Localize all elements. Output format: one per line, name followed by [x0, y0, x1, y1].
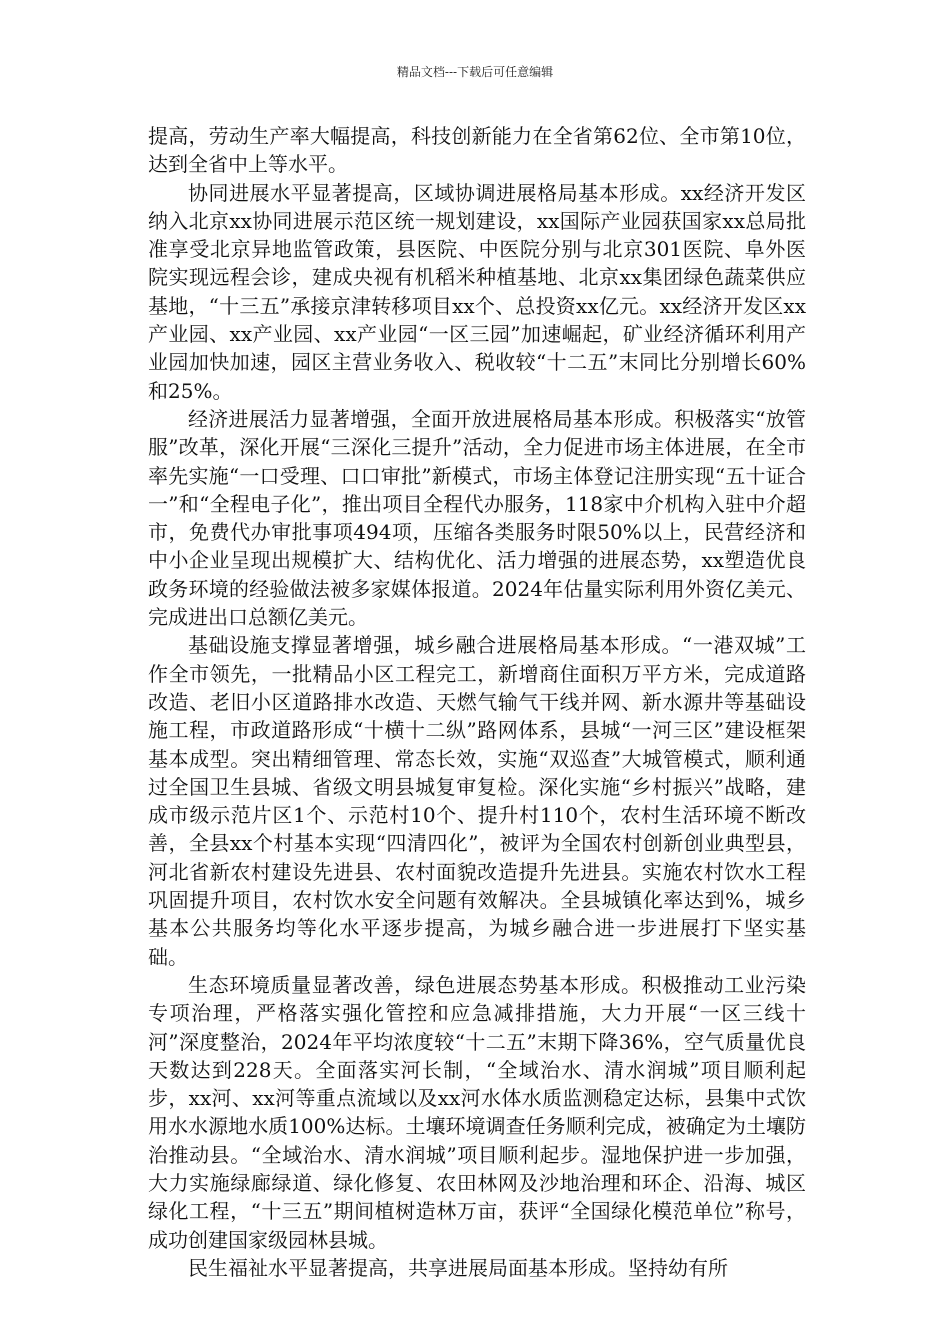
paragraph-2: 协同进展水平显著提高，区域协调进展格局基本形成。xx经济开发区纳入北京xx协同进展示范区统一规划建设，xx国际产业园获国家xx总局批准享受北京异地监管政策，县医院、中医院分别与北京301医院、阜外医院实现远程会诊，建成央视有机稻米种植基地、北京xx集团绿色蔬菜供应基地，“十三五”承接京津转移项目xx个、总投资xx亿元。xx经济开发区xx产业园、xx产业园、xx产业园“一区三园”加速崛起，矿业经济循环利用产业园加快加速，园区主营业务收入、税收较“十二五”末同比分别增长60%和25%。	[148, 180, 806, 403]
paragraph-3: 经济进展活力显著增强，全面开放进展格局基本形成。积极落实“放管服”改革，深化开展“三深化三提升”活动，全力促进市场主体进展，在全市率先实施“一口受理、口口审批”新模式，市场主体登记注册实现“五十证合一”和“全程电子化”，推出项目全程代办服务，118家中介机构入驻中介超市，免费代办审批事项494项，压缩各类服务时限50%以上，民营经济和中小企业呈现出规模扩大、结构优化、活力增强的进展态势，xx塑造优良政务环境的经验做法被多家媒体报道。2024年估量实际利用外资亿美元、完成进出口总额亿美元。	[148, 406, 806, 630]
paragraph-6: 民生福祉水平显著提高，共享进展局面基本形成。坚持幼有所	[188, 1255, 728, 1280]
paragraph-4: 基础设施支撑显著增强，城乡融合进展格局基本形成。“一港双城”工作全市领先，一批精品小区工程完工，新增商住面积万平方米，完成道路改造、老旧小区道路排水改造、天燃气输气干线并网、新水源井等基础设施工程，市政道路形成“十横十二纵”路网体系，县城“一河三区”建设框架基本成型。突出精细管理、常态长效，实施“双巡查”大城管模式，顺利通过全国卫生县城、省级文明县城复审复检。深化实施“乡村振兴”战略，建成市级示范片区1个、示范村10个、提升村110个，农村生活环境不断改善，全县xx个村基本实现“四清四化”，被评为全国农村创新创业典型县，河北省新农村建设先进县、农村面貌改造提升先进县。实施农村饮水工程巩固提升项目，农村饮水安全问题有效解决。全县城镇化率达到%，城乡基本公共服务均等化水平逐步提高，为城乡融合进一步进展打下坚实基础。	[148, 633, 806, 969]
page-header: 精品文档---下载后可任意编辑	[396, 65, 554, 79]
paragraph-5: 生态环境质量显著改善，绿色进展态势基本形成。积极推动工业污染专项治理，严格落实强化管控和应急减排措施，大力开展“一区三线十河”深度整治，2024年平均浓度较“十二五”末期下降36%，空气质量优良天数达到228天。全面落实河长制，“全域治水、清水润城”项目顺利起步，xx河、xx河等重点流域以及xx河水体水质监测稳定达标，县集中式饮用水水源地水质100%达标。土壤环境调查任务顺利完成，被确定为土壤防治推动县。“全域治水、清水润城”项目顺利起步。湿地保护进一步加强，大力实施绿廊绿道、绿化修复、农田林网及沙地治理和环企、沿海、城区绿化工程，“十三五”期间植树造林万亩，获评“全国绿化模范单位”称号，成功创建国家级园林县城。	[148, 972, 806, 1252]
document-body	[148, 122, 806, 1282]
paragraph-1: 提高，劳动生产率大幅提高，科技创新能力在全省第62位、全市第10位，达到全省中上等水平。	[148, 124, 806, 177]
